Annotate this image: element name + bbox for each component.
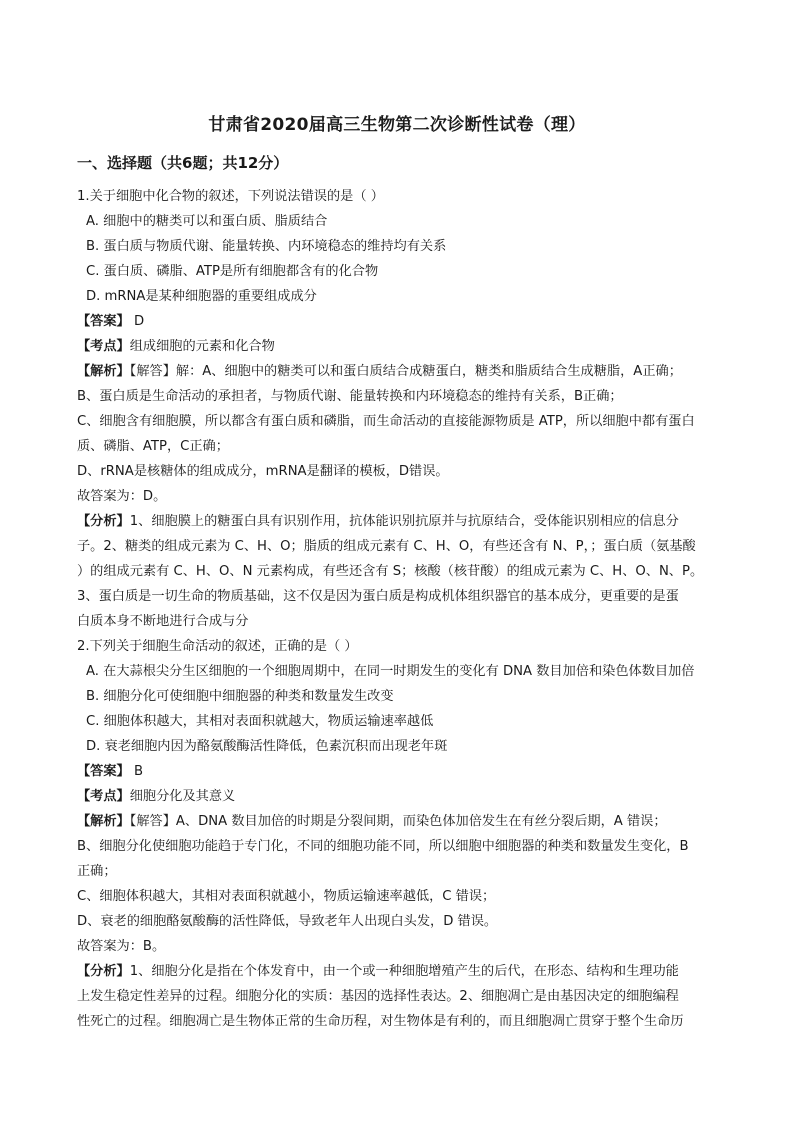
q1-answer-tag: 【答案】 (77, 314, 130, 329)
q2-analysis-tag: 【解析】 (77, 814, 130, 829)
q2-option-a: A. 在大蒜根尖分生区细胞的一个细胞周期中，在同一时期发生的变化有 DNA 数目加倍和染色体数目加倍 (86, 664, 695, 679)
q2-analysis-3: 正确； (77, 864, 117, 879)
q1-summary-2: 子。2、糖类的组成元素为 C、H、O；脂质的组成元素有 C、H、O，有些还含有 N、P，；蛋白质（氨基酸 (77, 539, 696, 554)
q1-option-b: B. 蛋白质与物质代谢、能量转换、内环境稳态的维持均有关系 (86, 239, 447, 254)
q1-analysis-1: 【解答】解：A、细胞中的糖类可以和蛋白质结合成糖蛋白，糖类和脂质结合生成糖脂，A正确； (129, 364, 682, 379)
q2-summary-1: 1、细胞分化是指在个体发育中，由一个或一种细胞增殖产生的后代，在形态、结构和生理功能 (129, 964, 679, 979)
q1-stem: 1.关于细胞中化合物的叙述，下列说法错误的是（ ） (77, 189, 384, 204)
q1-analysis-5: D、rRNA是核糖体的组成成分，mRNA是翻译的模板，D错误。 (77, 464, 449, 479)
q2-summary-3: 性死亡的过程。细胞凋亡是生物体正常的生命历程，对生物体是有利的，而且细胞凋亡贯穿于整个生命历 (77, 1014, 684, 1029)
q1-summary-5: 白质本身不断地进行合成与分 (77, 614, 249, 629)
q1-option-a: A. 细胞中的糖类可以和蛋白质、脂质结合 (86, 214, 328, 229)
q1-summary-1: 1、细胞膜上的糖蛋白具有识别作用，抗体能识别抗原并与抗原结合，受体能识别相应的信息分 (129, 514, 679, 529)
q1-analysis-3: C、细胞含有细胞膜，所以都含有蛋白质和磷脂，而生命活动的直接能源物质是 ATP，所以细胞中都有蛋白 (77, 414, 695, 429)
q2-option-d: D. 衰老细胞内因为酪氨酸酶活性降低，色素沉积而出现老年斑 (86, 739, 448, 754)
q2-summary-2: 上发生稳定性差异的过程。细胞分化的实质：基因的选择性表达。2、细胞凋亡是由基因决定的细胞编程 (77, 989, 679, 1004)
q2-analysis-1: 【解答】A、DNA 数目加倍的时期是分裂间期，而染色体加倍发生在有丝分裂后期，A 错误； (129, 814, 667, 829)
q2-point: 细胞分化及其意义 (129, 789, 236, 804)
q1-point: 组成细胞的元素和化合物 (129, 339, 275, 354)
q2-analysis-5: D、衰老的细胞酪氨酸酶的活性降低，导致老年人出现白头发，D 错误。 (77, 914, 498, 929)
q1-analysis-6: 故答案为：D。 (77, 489, 167, 504)
q2-point-line (77, 788, 235, 806)
q1-summary-4: 3、蛋白质是一切生命的物质基础，这不仅是因为蛋白质是构成机体组织器官的基本成分，更重要的是蛋 (77, 589, 679, 604)
q2-answer: B (129, 764, 143, 779)
q1-analysis-tag: 【解析】 (77, 364, 130, 379)
q1-option-c: C. 蛋白质、磷脂、ATP是所有细胞都含有的化合物 (86, 264, 379, 279)
q2-answer-line (77, 763, 143, 781)
q2-summary-tag: 【分析】 (77, 964, 130, 979)
q1-summary-3: ）的组成元素有 C、H、O、N 元素构成，有些还含有 S；核酸（核苷酸）的组成元素为 C、H、O、N、P。 (77, 564, 704, 579)
q1-option-d: D. mRNA是某种细胞器的重要组成成分 (86, 289, 317, 304)
q1-answer-line (77, 313, 144, 331)
q2-analysis-6: 故答案为：B。 (77, 939, 166, 954)
q1-summary-line-1 (77, 513, 679, 531)
q2-analysis-4: C、细胞体积越大，其相对表面积就越小，物质运输速率越低，C 错误； (77, 889, 496, 904)
q1-point-tag: 【考点】 (77, 339, 130, 354)
page-title: 甘肃省2020届高三生物第二次诊断性试卷（理） (208, 115, 586, 135)
q2-analysis-2: B、细胞分化使细胞功能趋于专门化，不同的细胞功能不同，所以细胞中细胞器的种类和数量发生变化，B (77, 839, 689, 854)
q2-summary-line-1 (77, 963, 679, 981)
q1-answer: D (129, 314, 145, 329)
q1-summary-tag: 【分析】 (77, 514, 130, 529)
q2-point-tag: 【考点】 (77, 789, 130, 804)
q1-analysis-4: 质、磷脂、ATP，C正确； (77, 439, 229, 454)
q2-stem: 2.下列关于细胞生命活动的叙述，正确的是（ ） (77, 639, 358, 654)
q1-point-line (77, 338, 275, 356)
q2-answer-tag: 【答案】 (77, 764, 130, 779)
q1-analysis-line-1 (77, 363, 682, 381)
q2-option-c: C. 细胞体积越大，其相对表面积就越大，物质运输速率越低 (86, 714, 434, 729)
q2-analysis-line-1 (77, 813, 667, 831)
q1-analysis-2: B、蛋白质是生命活动的承担者，与物质代谢、能量转换和内环境稳态的维持有关系，B正确； (77, 389, 623, 404)
q2-option-b: B. 细胞分化可使细胞中细胞器的种类和数量发生改变 (86, 689, 394, 704)
section-heading: 一、选择题（共6题；共12分） (77, 154, 289, 172)
